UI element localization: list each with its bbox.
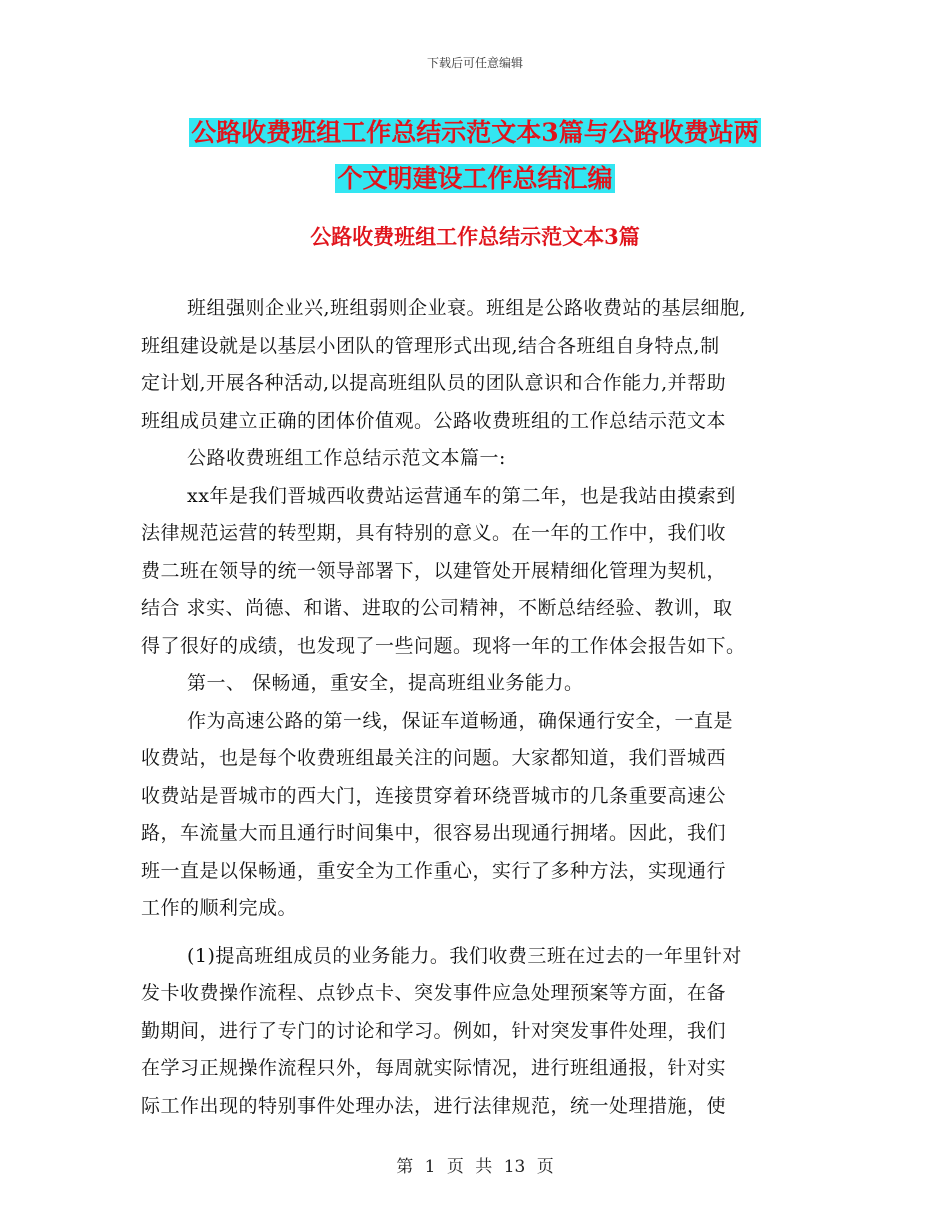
text-line: 工作的顺利完成。 [141,897,298,919]
document-title-line2: 个文明建设工作总结汇编 [337,164,613,193]
text-line: 班组成员建立正确的团体价值观。公路收费班组的工作总结示范文本 [141,409,727,432]
text-line: 第一、 保畅通，重安全，提高班组业务能力。 [187,672,584,694]
text-line: 际工作出现的特别事件处理办法，进行法律规范，统一处理措施，使 [141,1094,727,1117]
text-line: 结合 求实、尚德、和谐、进取的公司精神，不断总结经验、教训，取 [141,597,733,619]
text-line: 收费站，也是每个收费班组最关注的问题。大家都知道，我们晋城西 [141,747,727,769]
paragraph-gap [141,928,821,938]
text-line: 班组强则企业兴,班组弱则企业衰。班组是公路收费站的基层细胞, [187,297,747,319]
text-line: 公路收费班组工作总结示范文本篇一: [187,447,506,469]
text-line: 路，车流量大而且通行时间集中，很容易出现通行拥堵。因此，我们 [141,822,727,844]
header-note: 下载后可任意编辑 [426,56,523,70]
text-line: xx年是我们晋城西收费站运营通车的第二年，也是我站由摸索到 [187,484,736,507]
page-footer: 第 1 页 共 13 页 [396,1157,554,1177]
document-title-line1: 公路收费班组工作总结示范文本3篇与公路收费站两 [191,118,759,147]
text-line: 定计划,开展各种活动,以提高班组队员的团队意识和合作能力,并帮助 [141,372,727,394]
text-line: (1)提高班组成员的业务能力。我们收费三班在过去的一年里针对 [187,944,742,967]
text-line: 得了很好的成绩，也发现了一些问题。现将一年的工作体会报告如下。 [141,634,746,657]
text-line: 作为高速公路的第一线，保证车道畅通，确保通行安全，一直是 [187,709,734,732]
text-line: 班一直是以保畅通，重安全为工作重心，实行了多种方法，实现通行 [141,859,727,882]
section-title: 公路收费班组工作总结示范文本3篇 [310,224,640,249]
text-line: 班组建设就是以基层小团队的管理形式出现,结合各班组自身特点,制 [141,334,720,357]
document-title [0,110,950,202]
text-line: 在学习正规操作流程只外，每周就实际情况，进行班组通报，针对实 [141,1057,727,1079]
text-line: 收费站是晋城市的西大门，连接贯穿着环绕晋城市的几条重要高速公 [141,784,727,807]
text-line: 费二班在领导的统一领导部署下，以建管处开展精细化管理为契机， [141,559,727,582]
document-body [141,290,821,1125]
text-line: 勤期间，进行了专门的讨论和学习。例如，针对突发事件处理，我们 [141,1019,727,1042]
text-line: 发卡收费操作流程、点钞点卡、突发事件应急处理预案等方面，在备 [141,982,727,1004]
text-line: 法律规范运营的转型期，具有特别的意义。在一年的工作中，我们收 [141,522,727,544]
